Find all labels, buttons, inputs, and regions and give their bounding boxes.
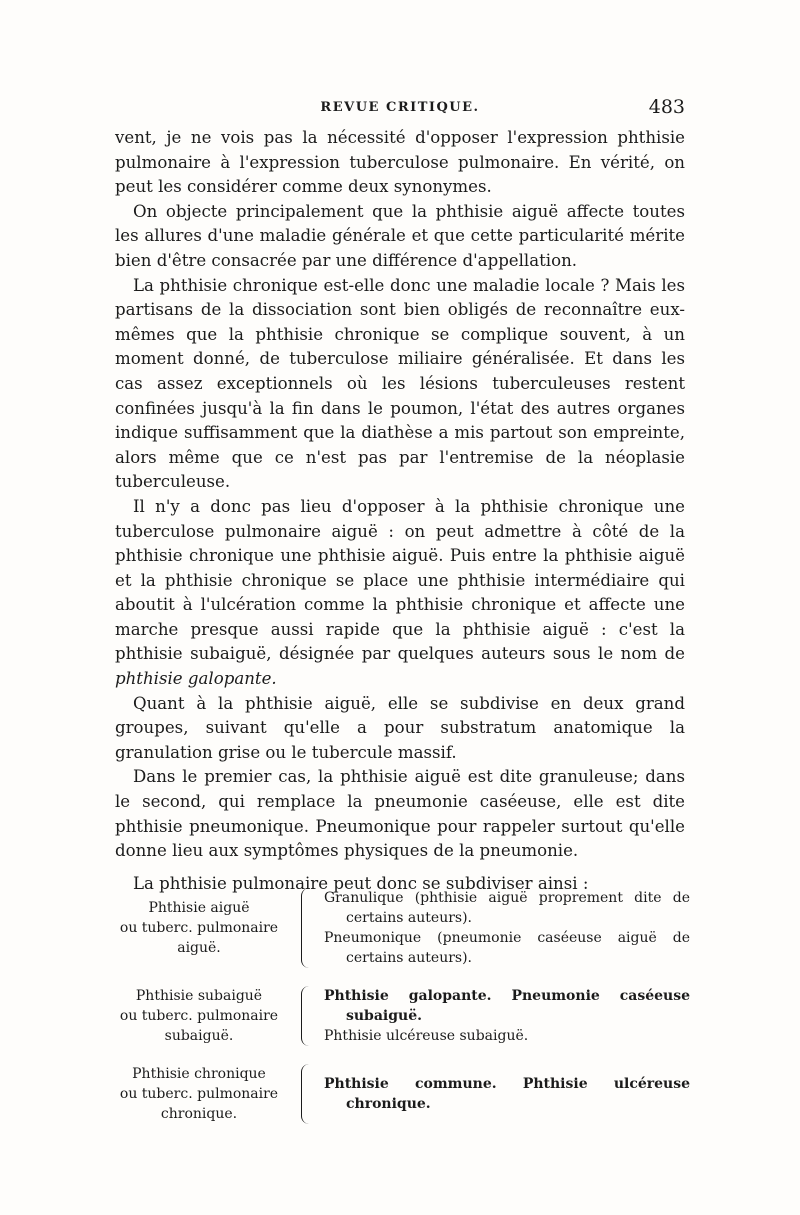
category-label [105, 1064, 293, 1124]
classification-row [105, 888, 690, 968]
category-line: aiguë. [177, 940, 221, 956]
brace [301, 1064, 318, 1124]
classification-row [105, 986, 690, 1046]
subtypes [324, 1074, 690, 1114]
paragraph: La phthisie chronique est-elle donc une maladie locale ? Mais les partisans de la dissociation sont bien obligés de reconnaître eux-mêmes que la phthisie chronique se complique souvent, à un moment donné, de tuberculose miliaire généralisée. Et dans les cas assez exceptionnels où les lésions tuberculeuses restent confinées jusqu'à la fin dans le poumon, l'état des autres organes indique suffisamment que la diathèse a mis partout son empreinte, alors même que ce n'est pas par l'entremise de la néoplasie tuberculeuse. [115, 275, 685, 492]
category-line: ou tuberc. pulmonaire [119, 1086, 279, 1102]
category-line: Phthisie chronique [132, 1066, 266, 1082]
category-line: ou tuberc. pulmonaire [119, 920, 279, 936]
subtype-entry: Pneumonique (pneumonie caséeuse aiguë de certains auteurs). [324, 930, 690, 966]
subtype-entry: Phthisie ulcéreuse subaiguë. [324, 1028, 529, 1044]
category-line: Phthisie subaiguë [135, 988, 263, 1004]
page-number: 483 [648, 96, 685, 118]
subtypes [324, 888, 690, 968]
subtype-entry: Phthisie galopante. Pneumonie caséeuse subaiguë. [324, 988, 690, 1024]
paragraph: Quant à la phthisie aiguë, elle se subdivise en deux grand groupes, suivant qu'elle a pour substratum anatomique la granulation grise ou le tubercule massif. [115, 693, 685, 762]
category-line: chronique. [160, 1106, 238, 1122]
category-line: subaiguë. [164, 1028, 234, 1044]
subtype-entry: Granulique (phthisie aiguë proprement dite de certains auteurs). [324, 890, 690, 926]
paragraph: On objecte principalement que la phthisie aiguë affecte toutes les allures d'une maladie générale et que cette particularité mérite bien d'être consacrée par une différence d'appellation. [115, 201, 685, 270]
paragraph: La phthisie pulmonaire peut donc se subdiviser ainsi : [133, 873, 589, 893]
page-header [115, 96, 685, 124]
paragraph: Dans le premier cas, la phthisie aiguë est dite granuleuse; dans le second, qui remplace la pneumonie caséeuse, elle est dite phthisie pneumonique. Pneumonique pour rappeler surtout qu'elle donne lieu aux symptômes physiques de la pneumonie. [115, 767, 685, 861]
paragraph [115, 495, 685, 692]
classification-row [105, 1064, 690, 1124]
brace [301, 888, 318, 968]
subtypes [324, 986, 690, 1046]
italic-term: phthisie galopante. [115, 669, 277, 689]
paragraph-text: Il n'y a donc pas lieu d'opposer à la phthisie chronique une tuberculose pulmonaire aiguë : on peut admettre à côté de la phthisie chronique une phthisie aiguë. Puis entre la phthisie aiguë et la phthisie chronique se place une phthisie intermédiaire qui aboutit à l'ulcération comme la phthisie chronique et affecte une marche presque aussi rapide que la phthisie aiguë : c'est la phthisie subaiguë, désignée par quelques auteurs sous le nom de [115, 496, 685, 664]
running-title: REVUE CRITIQUE. [320, 100, 480, 115]
category-line: Phthisie aiguë [148, 900, 250, 916]
classification-table [105, 888, 690, 1142]
paragraph: vent, je ne vois pas la nécessité d'opposer l'expression phthisie pulmonaire à l'expression tuberculose pulmonaire. En vérité, on peut les considérer comme deux synonymes. [115, 128, 685, 197]
category-line: ou tuberc. pulmonaire [119, 1008, 279, 1024]
brace [301, 986, 318, 1046]
subtype-entry: Phthisie commune. Phthisie ulcéreuse chronique. [324, 1076, 690, 1112]
category-label [105, 898, 293, 958]
body-text [115, 126, 685, 896]
category-label [105, 986, 293, 1046]
